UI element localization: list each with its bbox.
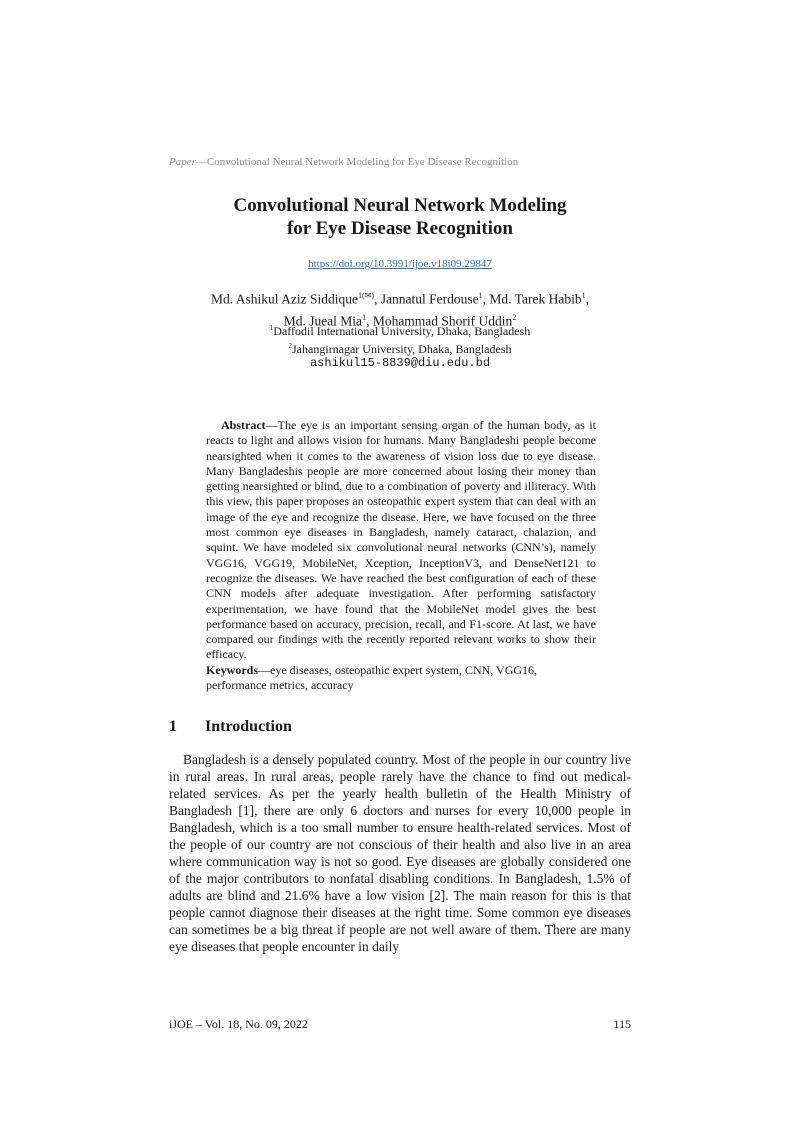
keywords-text: —eye diseases, osteopathic expert system, CNN, VGG16, performance metrics, accuracy bbox=[206, 663, 538, 693]
footer-journal: iJOE – Vol. 18, No. 09, 2022 bbox=[169, 1017, 308, 1031]
title-line-2: for Eye Disease Recognition bbox=[286, 218, 514, 239]
author-name: Mohammad Shorif Uddin bbox=[372, 313, 513, 328]
abstract-text: —The eye is an important sensing organ of the human body, as it reacts to light and allows vision for humans. Many Bangladeshi people become nearsighted when it comes to the awareness of vision loss due to eye disease. Many Bangladeshis people are more concerned about losing their money than getting nearsighted or blind, due to a combination of poverty and illiteracy. With this view, this paper proposes an osteopathic expert system that can deal with an image of the eye and recognize the disease. Here, we have focused on the three most common eye diseases in Bangladesh, namely cataract, chalazion, and squint. We have modeled six convolutional neural networks (CNN’s), namely VGG16, VGG19, MobileNet, Xception, InceptionV3, and DenseNet121 to recognize the diseases. We have reached the best configuration of each of these CNN models after adequate investigation. After performing satisfactory experimentation, we have found that the MobileNet model gives the best performance based on accuracy, precision, recall, and F1-score. At last, we have compared our findings with the recently reported relevant works to show their efficacy. bbox=[206, 418, 596, 662]
author-name: Jannatul Ferdouse bbox=[380, 291, 479, 307]
author-separator: , bbox=[374, 291, 381, 307]
affiliation-1: $^1$Daffodil International University, Dhaka, Bangladesh bbox=[269, 324, 531, 338]
running-head-label: Paper bbox=[169, 156, 196, 168]
author-separator: , bbox=[585, 291, 589, 307]
keywords-label: Keywords bbox=[206, 663, 258, 677]
author-affiliation-mark: 1 bbox=[581, 291, 586, 300]
author-email[interactable]: ashikul15-8839@diu.edu.bd bbox=[309, 356, 491, 370]
author-affiliation-mark: 1(✉) bbox=[358, 291, 375, 300]
doi bbox=[169, 258, 631, 270]
abstract bbox=[206, 418, 596, 663]
abstract-label: Abstract bbox=[221, 418, 266, 432]
running-head bbox=[169, 156, 518, 168]
author-affiliation-mark: 2 bbox=[512, 312, 517, 322]
running-head-text: —Convolutional Neural Network Modeling for Eye Disease Recognition bbox=[195, 156, 519, 168]
author-name: Md. Tarek Habib bbox=[489, 291, 582, 307]
author-line-1 bbox=[169, 287, 631, 309]
section-number: 1 bbox=[169, 718, 177, 735]
title-line-1: Convolutional Neural Network Modeling bbox=[233, 195, 567, 216]
page-number: 115 bbox=[613, 1017, 631, 1031]
doi-link[interactable]: https://doi.org/10.3991/ijoe.v18i09.29847 bbox=[308, 258, 492, 270]
author-name: Md. Ashikul Aziz Siddique bbox=[211, 291, 359, 307]
author-affiliation-mark: 1 bbox=[478, 291, 483, 300]
author-separator: , bbox=[482, 291, 490, 307]
keywords bbox=[206, 663, 596, 694]
affiliations bbox=[169, 321, 631, 371]
section-title: Introduction bbox=[205, 718, 292, 735]
body-paragraph: Bangladesh is a densely populated country. Most of the people in our country live in rural areas. In rural areas, people rarely have the chance to find out medical-related services. As per the yearly health bulletin of the Health Ministry of Bangladesh [1], there are only 6 doctors and nurses for every 10,000 people in Bangladesh, which is a too small number to ensure health-related services. Most of the people of our country are not conscious of their health and also live in an area where communication way is not so good. Eye diseases are globally considered one of the major contributors to nonfatal disabling conditions. In Bangladesh, 1.5% of adults are blind and 21.6% have a low vision [2]. The main reason for this is that people cannot diagnose their diseases at the right time. Some common eye diseases can sometimes be a big threat if people are not well aware of them. There are many eye diseases that people encounter in daily bbox=[169, 752, 631, 954]
author-separator: , bbox=[366, 313, 373, 328]
author-name: Md. Jueal Mia bbox=[283, 313, 363, 328]
affiliation-2: $^2$Jahangirnagar University, Dhaka, Bangladesh bbox=[288, 341, 512, 356]
section-heading bbox=[169, 718, 292, 736]
author-affiliation-mark: 1 bbox=[362, 312, 367, 322]
paper-title bbox=[169, 194, 631, 240]
